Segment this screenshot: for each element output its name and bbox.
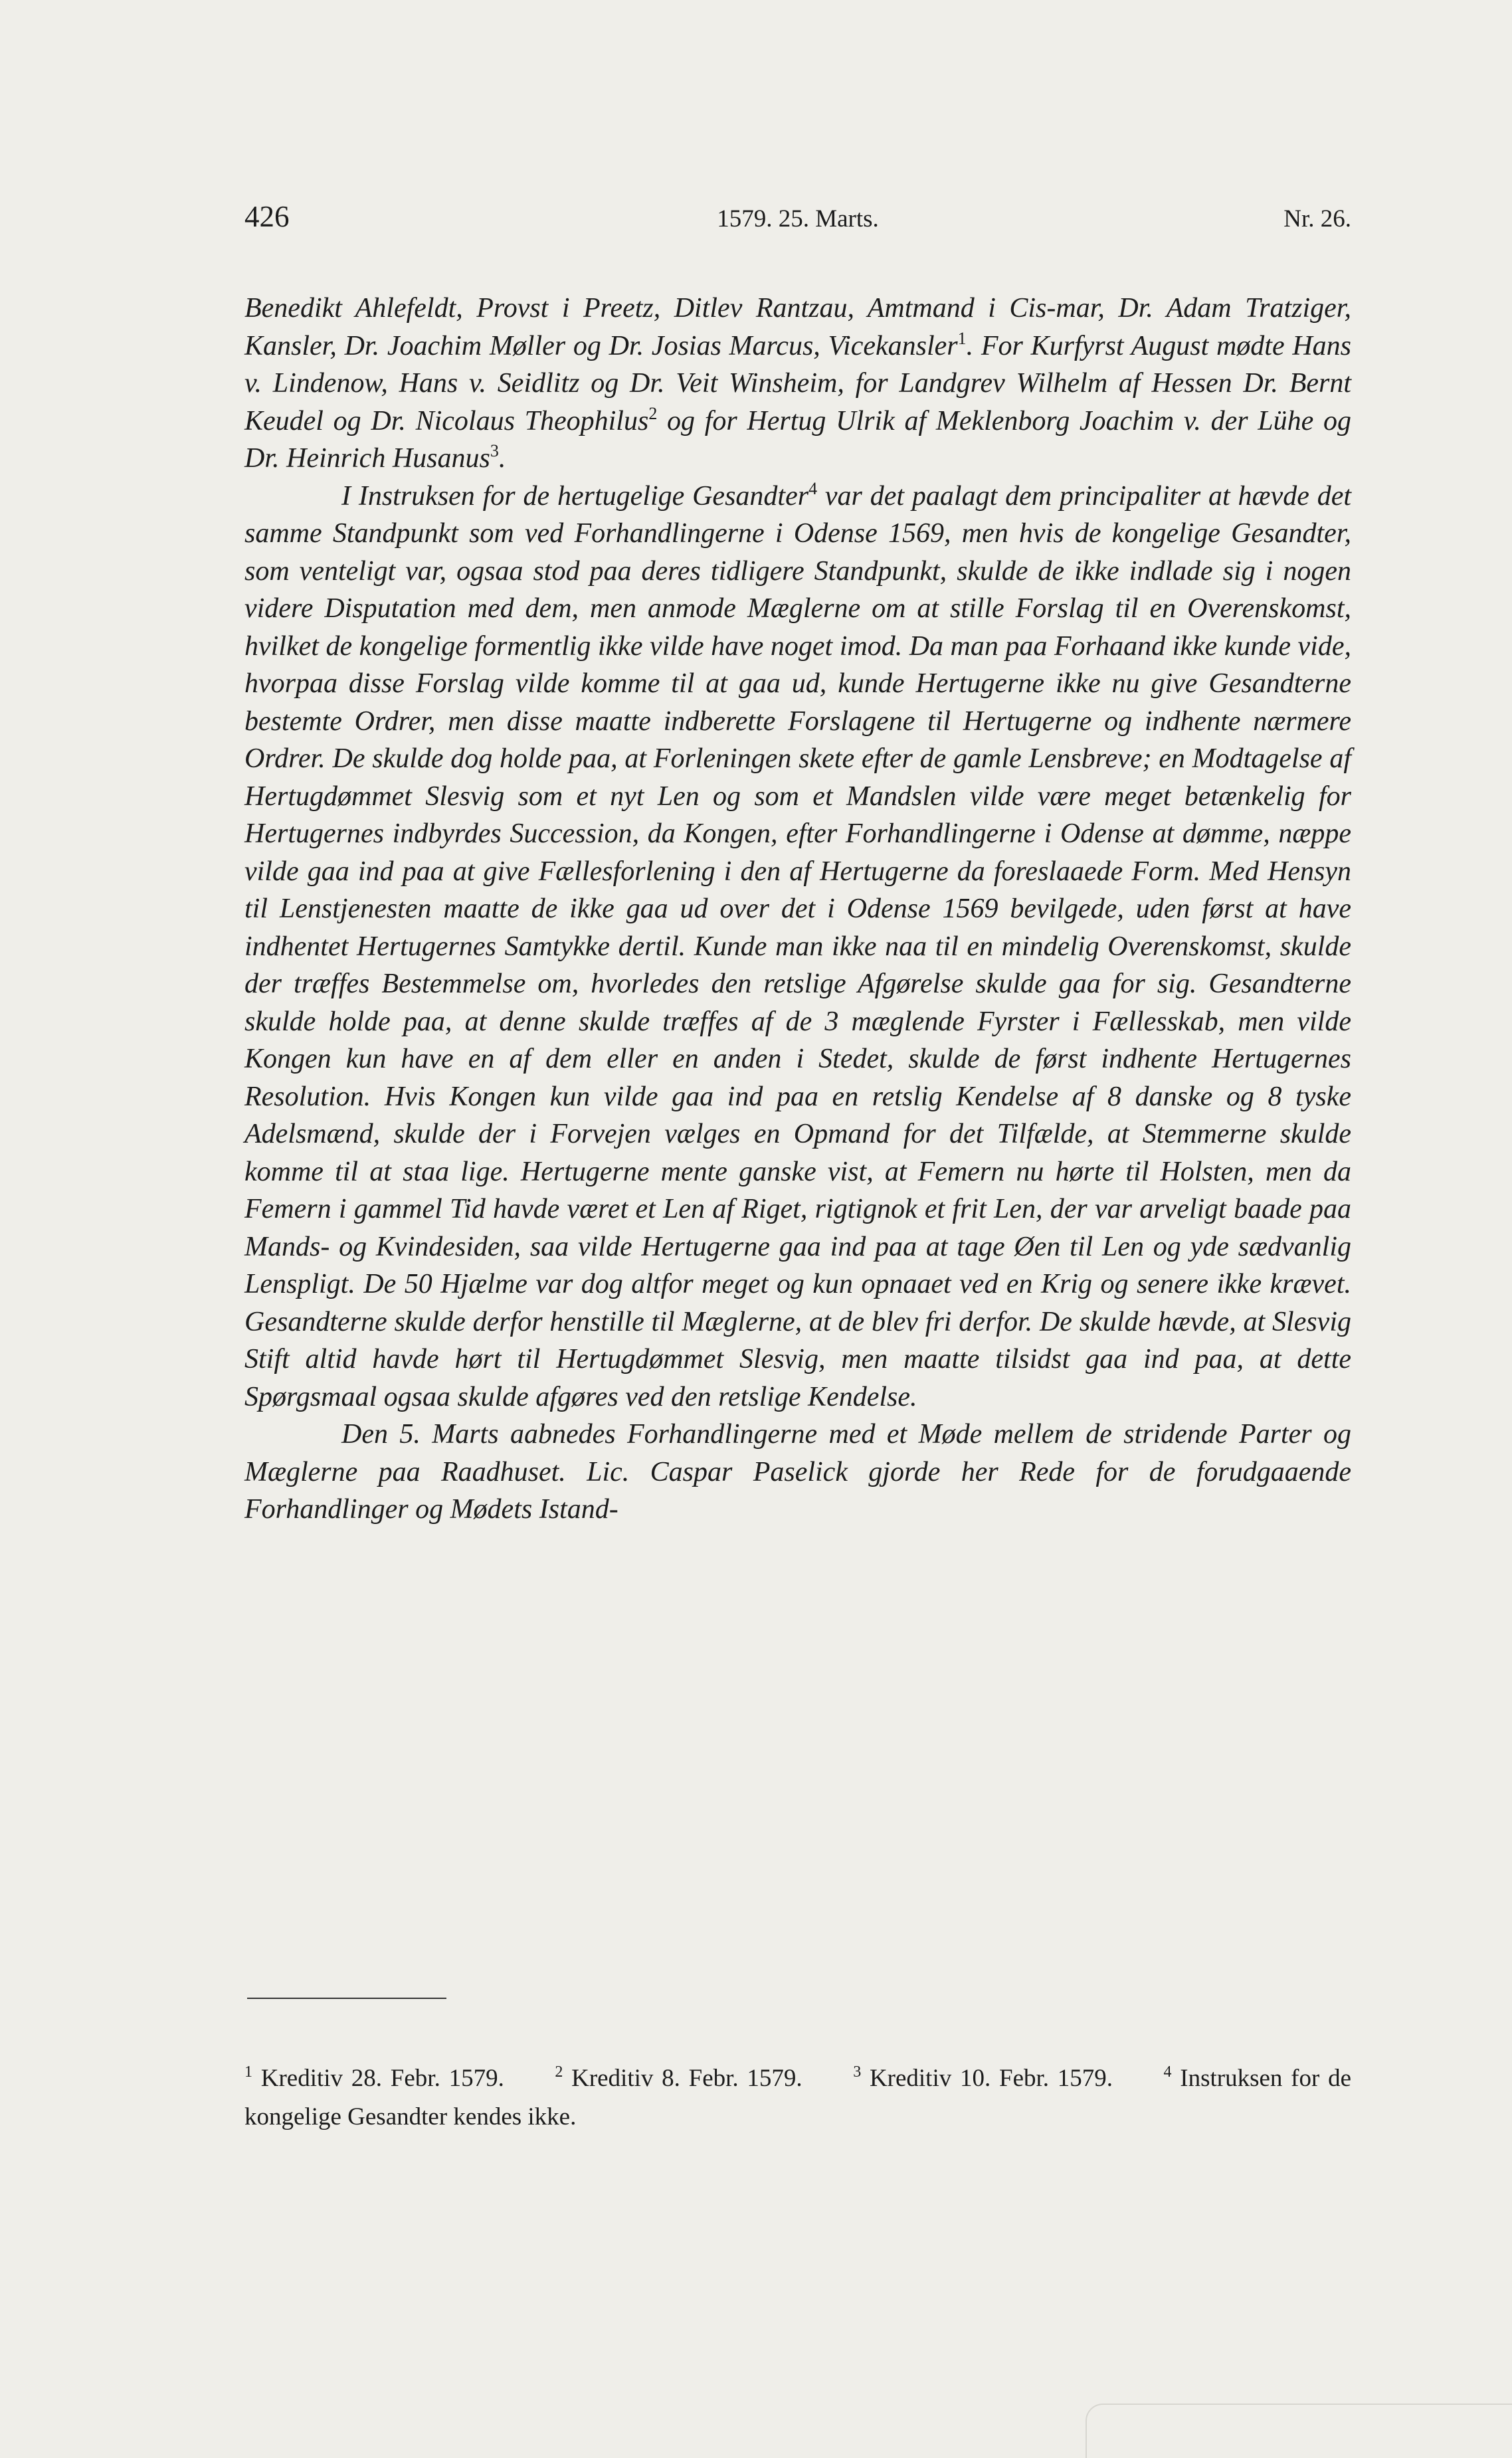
paragraph-1-part-2: . For Kurfyrst August mødte Hans v. Lindenow, Hans v. Seidlitz og Dr. Veit Winsheim, for Landgrev Wilhelm af Hessen Dr. Bernt Keudel og Dr. Nicolaus Theophilus [244, 330, 1351, 436]
running-header [244, 199, 1351, 239]
paragraph-1-end: . [498, 443, 506, 474]
paragraph-2-part-2: var det paalagt dem principaliter at hævde det samme Standpunkt som ved Forhandlingerne i Odense 1569, men hvis de kongelige Gesandter, som venteligt var, ogsaa stod paa deres tidligere Standpunkt, skulde de ikke indlade sig i nogen videre Disputation med dem, men anmode Mæglerne om at stille Forslag til en Overenskomst, hvilket de kongelige formentlig ikke vilde have noget imod. Da man paa Forhaand ikke kunde vide, hvorpaa disse Forslag vilde komme til at gaa ud, kunde Hertugerne ikke nu give Gesandterne bestemte Ordrer, men disse maatte indberette Forslagene til Hertugerne og indhente nærmere Ordrer. De skulde dog holde paa, at Forleningen skete efter de gamle Lensbreve; en Modtagelse af Hertugdømmet Slesvig som et nyt Len og som et Mandslen vilde være meget betænkelig for Hertugernes indbyrdes Succession, da Kongen, efter Forhandlingerne i Odense at dømme, næppe vilde gaa ind paa at give Fællesforlening i den af Hertugerne da foreslaaede Form. Med Hensyn til Lenstjenesten maatte de ikke gaa ud over det i Odense 1569 bevilgede, uden først at have indhentet Hertugernes Samtykke dertil. Kunde man ikke naa til en mindelig Overenskomst, skulde der træffes Bestemmelse om, hvorledes den retslige Afgørelse skulde gaa for sig. Gesandterne skulde holde paa, at denne skulde træffes af de 3 mæglende Fyrster i Fællesskab, men vilde Kongen kun have en af dem eller en anden i Stedet, skulde de først indhente Hertugernes Resolution. Hvis Kongen kun vilde gaa ind paa en retslig Kendelse af 8 danske og 8 tyske Adelsmænd, skulde der i Forvejen vælges en Opmand for det Tilfælde, at Stemmerne skulde komme til at staa lige. Hertugerne mente ganske vist, at Femern nu hørte til Holsten, men da Femern i gammel Tid havde været et Len af Riget, rigtignok et frit Len, der var arveligt baade paa Mands- og Kvindesiden, saa vilde Hertugerne gaa ind paa at tage Øen til Len og yde sædvanlig Lenspligt. De 50 Hjælme var dog altfor meget og kun opnaaet ved en Krig og senere ikke krævet. Gesandterne skulde derfor henstille til Mæglerne, at de blev fri derfor. De skulde hævde, at Slesvig Stift altid havde hørt til Hertugdømmet Slesvig, men maatte tilsidst gaa ind paa, at dette Spørgsmaal ogsaa skulde afgøres ved den retslige Kendelse. [244, 480, 1352, 1412]
footnote-3: Kreditiv 10. Febr. 1579. [869, 2065, 1113, 2092]
footnote-divider [247, 1998, 446, 1999]
header-date: 1579. 25. Marts. [717, 205, 879, 233]
footnote-3-mark: 3 [853, 2063, 862, 2081]
footnote-ref-4: 4 [808, 478, 818, 498]
main-text [244, 290, 1351, 1529]
footnote-2-mark: 2 [555, 2063, 563, 2081]
footnote-4-mark: 4 [1163, 2063, 1172, 2081]
footnote-2: Kreditiv 8. Febr. 1579. [571, 2065, 803, 2092]
scan-edge-mark [1086, 2404, 1512, 2458]
paragraph-1 [244, 290, 1351, 478]
paragraph-2 [244, 478, 1351, 1416]
paragraph-1-part-3: og for Hertug Ulrik af Meklenborg Joachim v. der Lühe og Dr. Heinrich Husanus [244, 405, 1351, 474]
document-number: Nr. 26. [1283, 205, 1351, 233]
page-number: 426 [244, 200, 290, 233]
footnote-1-mark: 1 [244, 2063, 252, 2081]
paragraph-1-part-1: Benedikt Ahlefeldt, Provst i Preetz, Ditlev Rantzau, Amtmand i Cis-mar, Dr. Adam Tratziger, Kansler, Dr. Joachim Møller og Dr. Josias Marcus, Vicekansler [244, 293, 1351, 361]
footnote-ref-2: 2 [648, 403, 658, 423]
footnote-ref-1: 1 [957, 328, 967, 348]
footnote-ref-3: 3 [490, 441, 499, 460]
footnote-1: Kreditiv 28. Febr. 1579. [260, 2065, 504, 2092]
paragraph-3: Den 5. Marts aabnedes Forhandlingerne med et Møde mellem de stridende Parter og Mæglerne paa Raadhuset. Lic. Caspar Paselick gjorde her Rede for de forudgaaende Forhandlinger og Mødets Istand- [244, 1419, 1351, 1525]
paragraph-2-part-1: I Instruksen for de hertugelige Gesandter [341, 480, 809, 512]
footnote-4: Instruksen for de kongelige Gesandter kendes ikke. [244, 2065, 1351, 2130]
footnotes [244, 2059, 1351, 2136]
